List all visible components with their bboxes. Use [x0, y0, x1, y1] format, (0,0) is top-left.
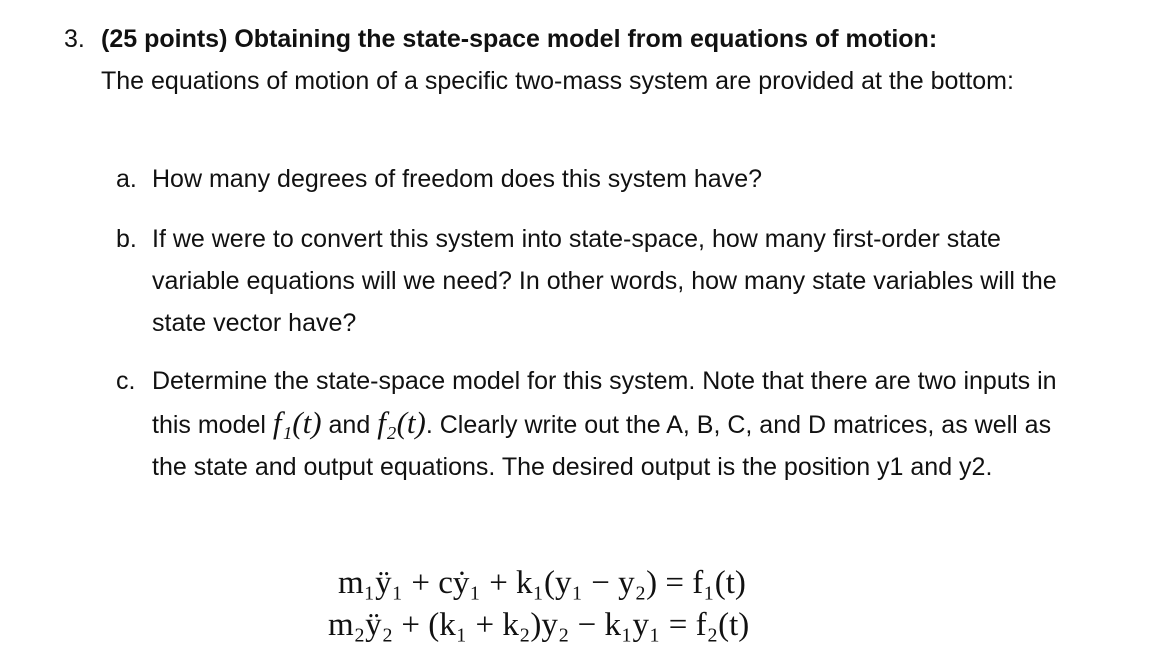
part-c-text-before: Determine the state-space model for this system. Note that there are two inputs in this model — [152, 367, 1057, 439]
part-a-letter: a. — [116, 165, 137, 193]
input-f1: f₁(t) — [272, 405, 322, 440]
question-header — [101, 18, 1091, 102]
question-number: 3. — [64, 25, 85, 53]
question-title: (25 points) Obtaining the state-space model from equations of motion: — [101, 25, 938, 53]
part-c-text — [152, 360, 1082, 488]
part-c-letter: c. — [116, 367, 136, 395]
equation-1: m₁ÿ₁ + cẏ₁ + k₁(y₁ − y₂) = f₁(t) — [338, 565, 746, 601]
question-intro: The equations of motion of a specific two-mass system are provided at the bottom: — [101, 67, 1014, 95]
part-a-text: How many degrees of freedom does this system have? — [152, 165, 763, 193]
input-f2: f₂(t) — [377, 405, 426, 440]
part-b-text: If we were to convert this system into state-space, how many first-order state variable equations will we need? In other words, how many state variables will the state vector have? — [152, 225, 1057, 337]
part-c-text-and: and — [328, 411, 371, 439]
part-b-letter: b. — [116, 225, 137, 253]
part-c-text-after: . Clearly write out the A, B, C, and D matrices, as well as the state and output equations. The desired output is the position y1 and y2. — [152, 411, 1052, 481]
equation-2: m₂ÿ₂ + (k₁ + k₂)y₂ − k₁y₁ = f₂(t) — [328, 607, 750, 643]
